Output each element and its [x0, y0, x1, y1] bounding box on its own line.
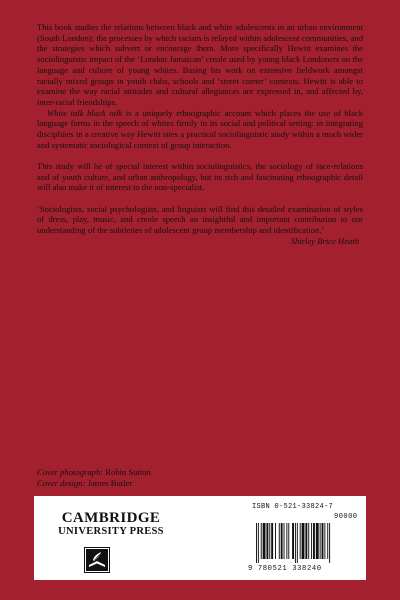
review-quote	[37, 203, 363, 246]
barcode-bar	[286, 523, 287, 559]
barcode-bar	[266, 523, 268, 559]
cover-photo-label: Cover photograph:	[37, 467, 104, 477]
barcode-bar	[292, 523, 294, 559]
barcode-bar	[305, 523, 307, 559]
cover-design-credit	[37, 478, 151, 489]
review-quote-author: Shirley Brice Heath	[290, 235, 359, 246]
book-title: White talk black talk	[47, 107, 123, 118]
cover-design-label: Cover design:	[37, 477, 86, 488]
barcode-bar	[281, 523, 283, 559]
barcode-bar	[302, 523, 305, 559]
barcode-bar	[288, 523, 289, 559]
isbn-text: ISBN 0-521-33824-7	[252, 503, 334, 511]
blurb-paragraph-1: This book studies the relations between black and white adolescents in an urban environment (South London); the processes by which racism is relayed within adolescent communities, and the strategies which subvert or encourage them. More specifically Hewitt examines the sociolinguistic impact of the ‘London Jamaican’ creole used by young black Londoners on the language and culture of young whites. Basing his work on extensive fieldwork amongst racially mixed groups in youth clubs, schools and ‘street corner’ contexts. Hewitt is able to examine the way racial attitudes and cultural allegiances are expressed in, and affected by, inter-racial friendships.	[37, 22, 363, 107]
barcode-bar	[329, 523, 330, 563]
cover-photo-name: Robin Sutton	[103, 467, 151, 477]
barcode-bar	[320, 523, 321, 559]
barcode-bar	[275, 523, 276, 559]
publisher-name	[52, 510, 170, 538]
barcode-bar	[269, 523, 270, 559]
imprint-panel	[34, 496, 366, 580]
blurb-paragraph-2-text: is a uniquely ethnographic account which places the use of black language forms in the speech of whites firmly in its social and political setting: in integrating disciplines in a creative way Hewitt sites a practical sociolinguistic study within a much wider and systematic sociological context of group interaction.	[37, 107, 363, 150]
barcode-bar	[297, 523, 298, 563]
barcode-icon	[254, 523, 358, 563]
barcode-bar	[256, 523, 257, 563]
barcode-bar	[316, 523, 319, 559]
barcode-bar	[311, 523, 312, 559]
barcode-bar	[271, 523, 273, 559]
barcode-bar	[324, 523, 325, 559]
cambridge-crest-icon	[84, 547, 110, 573]
barcode-bar	[258, 523, 259, 563]
publisher-name-line-2: UNIVERSITY PRESS	[58, 526, 164, 537]
barcode-bar	[263, 523, 266, 559]
barcode-bar	[295, 523, 296, 563]
barcode-bar	[327, 523, 328, 559]
blurb	[37, 22, 363, 246]
barcode-bar	[284, 523, 285, 559]
barcode-bar	[279, 523, 280, 559]
ean-digits: 9 780521 338240	[248, 565, 322, 573]
cover-credits	[37, 467, 151, 488]
blurb-paragraph-3: This study will be of special interest within sociolinguistics, the sociology of race-relations and of youth culture, and urban anthropology, but its rich and fascinating ethnographic detail will also make it of interest to the non-specialist.	[37, 160, 363, 193]
barcode-bar	[313, 523, 315, 559]
price-addon-code: 90000	[334, 513, 358, 521]
barcode-bar	[261, 523, 262, 559]
barcode-bar	[308, 523, 309, 559]
cover-design-name: James Butler	[85, 477, 133, 488]
publisher-name-line-1: CAMBRIDGE	[61, 510, 161, 526]
cover-photo-credit	[37, 467, 151, 478]
barcode-bar	[322, 523, 324, 559]
review-quote-text: ‘Sociologists, social psychologists, and linguists will find this detailed examination of styles of dress, play, music, and creole speech an insightful and important contribution to our understanding of the subtleties of adolescent group membership and identification.’	[37, 203, 363, 235]
barcode-bar	[300, 523, 301, 559]
blurb-paragraph-2	[37, 108, 363, 151]
